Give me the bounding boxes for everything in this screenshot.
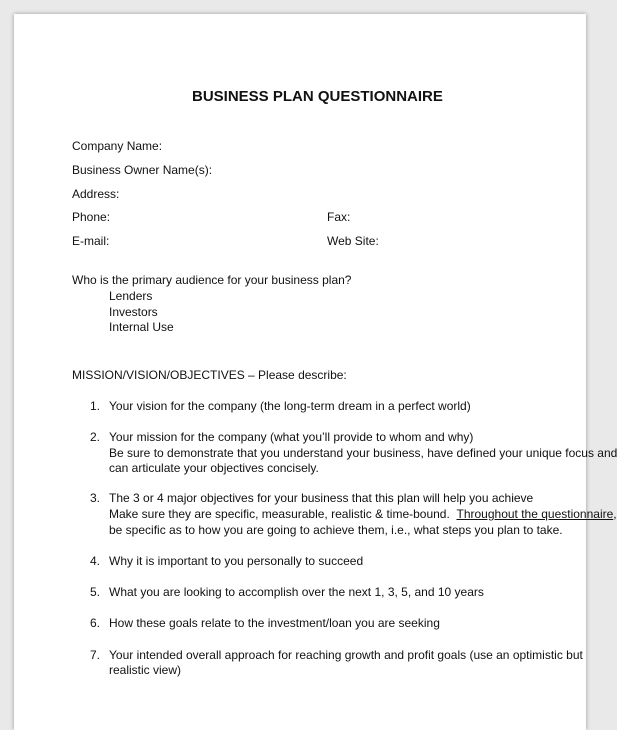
item-text: Why it is important to you personally to succeed	[109, 554, 364, 568]
item-text: Make sure they are specific, measurable, realistic & time-bound.	[109, 507, 450, 521]
item-text: How these goals relate to the investment/loan you are seeking	[109, 616, 440, 630]
mission-heading: MISSION/VISION/OBJECTIVES – Please describe:	[72, 368, 347, 382]
item-text: Your intended overall approach for reaching growth and profit goals (use an optimistic but	[109, 648, 583, 662]
company-name-label: Company Name:	[72, 139, 163, 153]
item-number: 5.	[89, 585, 100, 599]
email-label: E-mail:	[72, 234, 110, 248]
item-text: Be sure to demonstrate that you understand your business, have defined your unique focus and	[109, 446, 617, 460]
phone-label: Phone:	[72, 210, 111, 224]
fax-label: Fax:	[327, 210, 351, 224]
website-label: Web Site:	[327, 234, 379, 248]
item-text: What you are looking to accomplish over the next 1, 3, 5, and 10 years	[109, 585, 484, 599]
audience-option-investors: Investors	[109, 305, 158, 319]
item-number: 3.	[89, 491, 100, 505]
underlined-text: Throughout the questionnaire	[456, 507, 614, 521]
item-text: The 3 or 4 major objectives for your business that this plan will help you achieve	[109, 491, 534, 505]
item-number: 2.	[89, 430, 100, 444]
document-body	[14, 14, 617, 730]
item-text: be specific as to how you are going to achieve them, i.e., what steps you plan to take.	[109, 523, 563, 537]
owner-names-label: Business Owner Name(s):	[72, 163, 213, 177]
audience-question: Who is the primary audience for your business plan?	[72, 273, 352, 287]
item-text: Your mission for the company (what you’ll provide to whom and why)	[109, 430, 474, 444]
audience-option-internal-use: Internal Use	[109, 320, 174, 334]
page-title: BUSINESS PLAN QUESTIONNAIRE	[192, 88, 443, 105]
item-number: 1.	[89, 399, 100, 413]
item-text: Your vision for the company (the long-term dream in a perfect world)	[109, 399, 471, 413]
item-number: 6.	[89, 616, 100, 630]
audience-option-lenders: Lenders	[109, 289, 153, 303]
item-text: realistic view)	[109, 663, 182, 677]
item-number: 4.	[89, 554, 100, 568]
item-text-line	[109, 506, 617, 522]
item-text: can articulate your objectives concisely.	[109, 461, 319, 475]
document-page	[14, 14, 617, 730]
address-label: Address:	[72, 187, 120, 201]
item-number: 7.	[89, 648, 100, 662]
punctuation: ,	[613, 507, 617, 521]
